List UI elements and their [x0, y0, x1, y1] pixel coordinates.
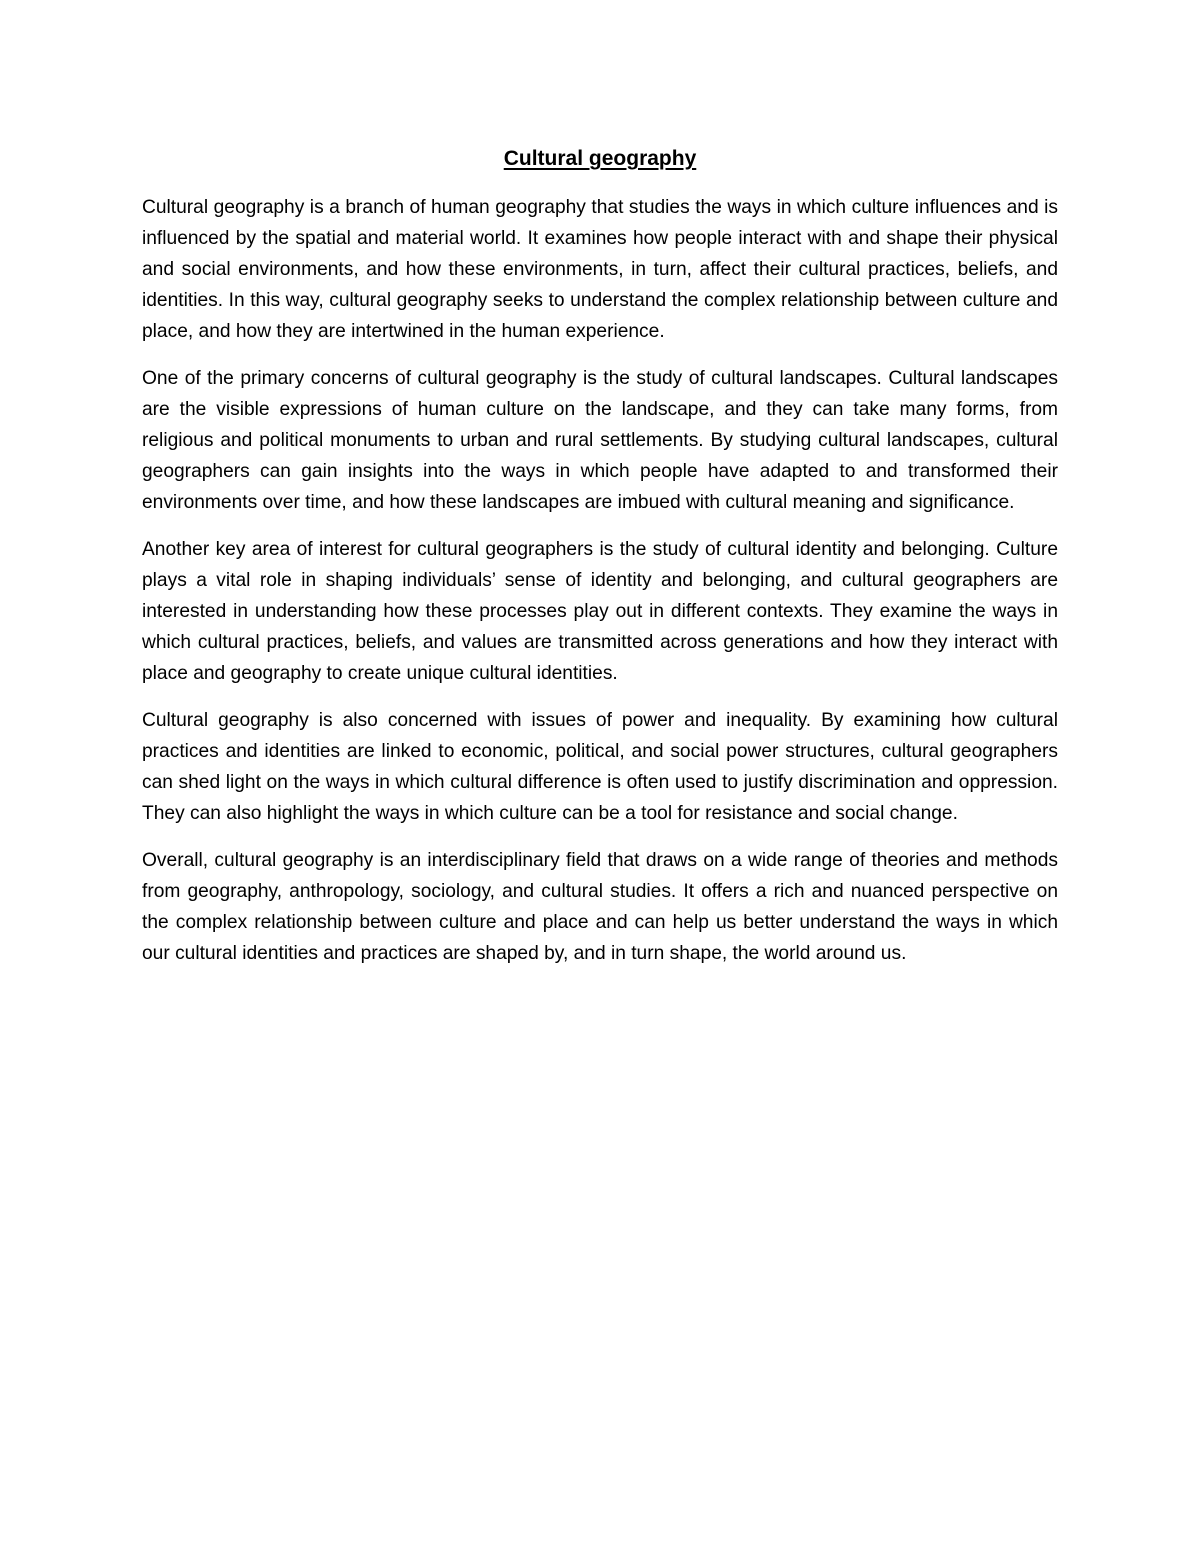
paragraph-identity-belonging: Another key area of interest for cultural geographers is the study of cultural identity and belonging. Culture plays a vital role in shaping individuals’ sense of identity and belonging, and cultural geographers are interested in understanding how these processes play out in different contexts. They examine the ways in which cultural practices, beliefs, and values are transmitted across generations and how they interact with place and geography to create unique cultural identities.	[142, 539, 1058, 684]
paragraph-power-inequality: Cultural geography is also concerned with issues of power and inequality. By examining how cultural practices and identities are linked to economic, political, and social power structures, cultural geographers can shed light on the ways in which cultural difference is often used to justify discrimination and oppression. They can also highlight the ways in which culture can be a tool for resistance and social change.	[142, 710, 1058, 824]
paragraph-overall: Overall, cultural geography is an interdisciplinary field that draws on a wide range of theories and methods from geography, anthropology, sociology, and cultural studies. It offers a rich and nuanced perspective on the complex relationship between culture and place and can help us better understand the ways in which our cultural identities and practices are shaped by, and in turn shape, the world around us.	[142, 850, 1058, 964]
paragraph-intro: Cultural geography is a branch of human geography that studies the ways in which culture influences and is influenced by the spatial and material world. It examines how people interact with and shape their physical and social environments, and how these environments, in turn, affect their cultural practices, beliefs, and identities. In this way, cultural geography seeks to understand the complex relationship between culture and place, and how they are intertwined in the human experience.	[142, 197, 1058, 342]
page-title: Cultural geography	[503, 147, 697, 170]
paragraph-cultural-landscapes: One of the primary concerns of cultural geography is the study of cultural landscapes. Cultural landscapes are the visible expressions of human culture on the landscape, and they can take many forms, from religious and political monuments to urban and rural settlements. By studying cultural landscapes, cultural geographers can gain insights into the ways in which people have adapted to and transformed their environments over time, and how these landscapes are imbued with cultural meaning and significance.	[142, 368, 1058, 513]
document-body	[142, 144, 1058, 985]
